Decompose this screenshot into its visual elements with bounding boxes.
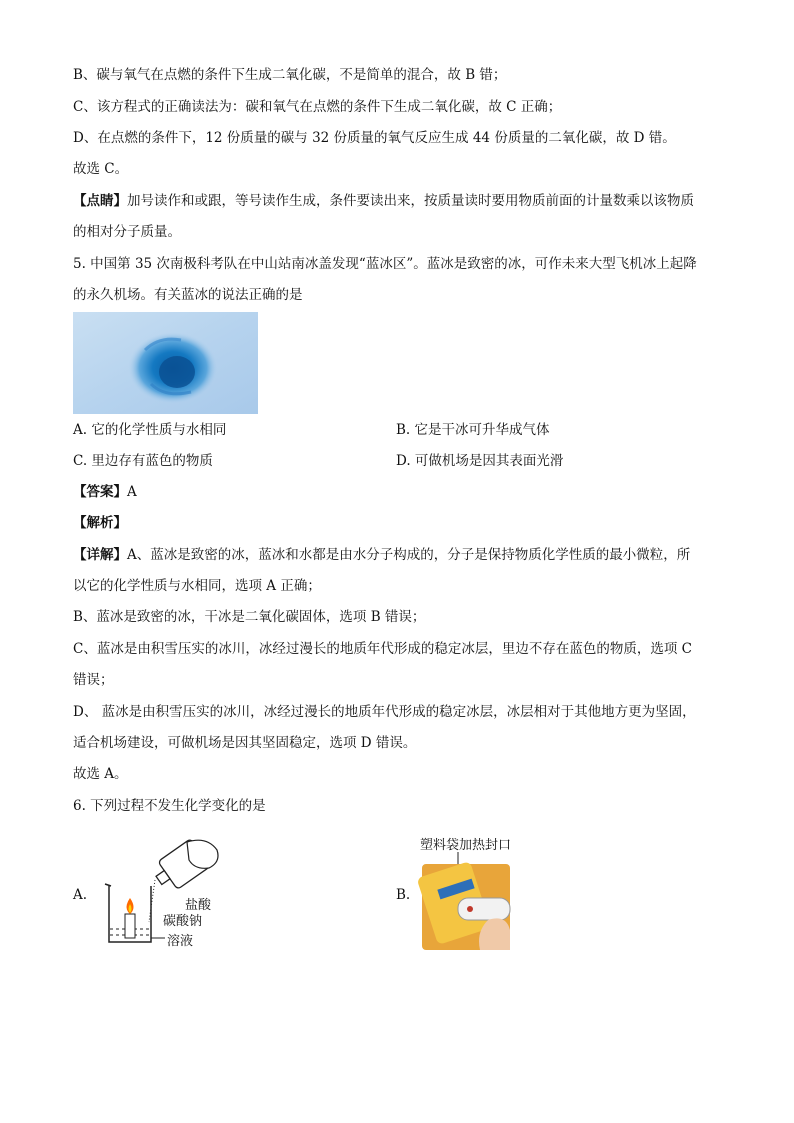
q4-tip-continued: 的相对分子质量。 <box>73 224 181 240</box>
q5-option-d[interactable]: D. 可做机场是因其表面光滑 <box>396 453 564 469</box>
candle <box>125 914 135 938</box>
q5-detail-c-continued: 错误； <box>73 672 114 688</box>
q6-stem: 6. 下列过程不发生化学变化的是 <box>73 798 266 814</box>
q5-detail-a-text: A、蓝冰是致密的冰，蓝冰和水都是由水分子构成的，分子是保持物质化学性质的最小微粒，所 <box>127 547 691 563</box>
q5-answer <box>73 483 137 501</box>
q5-analysis-label: 【解析】 <box>73 515 127 531</box>
q4-analysis-b: B、碳与氧气在点燃的条件下生成二氧化碳，不是简单的混合，故 B 错； <box>73 67 507 83</box>
q4-tip <box>73 192 694 210</box>
q4-analysis-d: D、在点燃的条件下，12 份质量的碳与 32 份质量的氧气反应生成 44 份质量的二氧化碳，故 D 错。 <box>73 130 676 146</box>
q5-option-b[interactable]: B. 它是干冰可升华成气体 <box>396 422 550 438</box>
q4-analysis-c: C、该方程式的正确读法为：碳和氧气在点燃的条件下生成二氧化碳，故 C 正确； <box>73 99 562 115</box>
fig-b-caption: 塑料袋加热封口 <box>420 838 512 853</box>
q5-detail-d: D、 蓝冰是由积雪压实的冰川，冰经过漫长的地质年代形成的稳定冰层，冰层相对于其他地方更为坚固， <box>73 704 696 720</box>
bag-sealing-figure <box>418 834 538 954</box>
hand <box>187 840 218 868</box>
fig-a-label-solution: 溶液 <box>167 934 194 949</box>
q5-stem-continued: 的永久机场。有关蓝冰的说法正确的是 <box>73 287 303 303</box>
fig-a-label-hcl: 盐酸 <box>185 898 212 913</box>
q5-detail-b: B、蓝冰是致密的冰，干冰是二氧化碳固体，选项 B 错误； <box>73 609 426 625</box>
beaker-experiment-figure <box>95 836 235 952</box>
q5-detail-c: C、蓝冰是由积雪压实的冰川，冰经过漫长的地质年代形成的稳定冰层，里边不存在蓝色的物质，选项 C <box>73 641 692 657</box>
q5-answer-label: 【答案】 <box>73 484 127 500</box>
blue-ice-illustration <box>73 312 258 414</box>
q5-option-a[interactable]: A. 它的化学性质与水相同 <box>73 422 227 438</box>
q4-tip-text: 加号读作和或跟，等号读作生成，条件要读出来，按质量读时要用物质前面的计量数乘以该物质 <box>127 193 694 209</box>
q5-choose: 故选 A。 <box>73 766 128 782</box>
q4-choose: 故选 C。 <box>73 161 129 177</box>
q5-answer-value: A <box>127 484 137 500</box>
blue-ice-photo <box>73 312 258 414</box>
q5-option-c[interactable]: C. 里边存有蓝色的物质 <box>73 453 213 469</box>
q5-detail-d-continued: 适合机场建设，可做机场是因其坚固稳定，选项 D 错误。 <box>73 735 417 751</box>
pouring-stream <box>149 880 155 922</box>
q5-detail-a-continued: 以它的化学性质与水相同，选项 A 正确； <box>73 578 321 594</box>
q4-tip-label: 【点睛】 <box>73 193 127 209</box>
beaker-candle-illustration <box>95 836 235 952</box>
q6-option-b-label[interactable]: B. <box>396 887 411 903</box>
q5-detail-label: 【详解】 <box>73 547 127 563</box>
fig-a-label-sodium-carbonate: 碳酸钠 <box>163 914 203 929</box>
q6-option-a-label[interactable]: A. <box>73 887 88 903</box>
q5-detail-a <box>73 546 690 564</box>
sealer-device <box>458 898 510 920</box>
q5-stem: 5. 中国第 35 次南极科考队在中山站南冰盖发现“蓝冰区”。蓝冰是致密的冰，可作未来大型飞机冰上起降 <box>73 256 697 272</box>
